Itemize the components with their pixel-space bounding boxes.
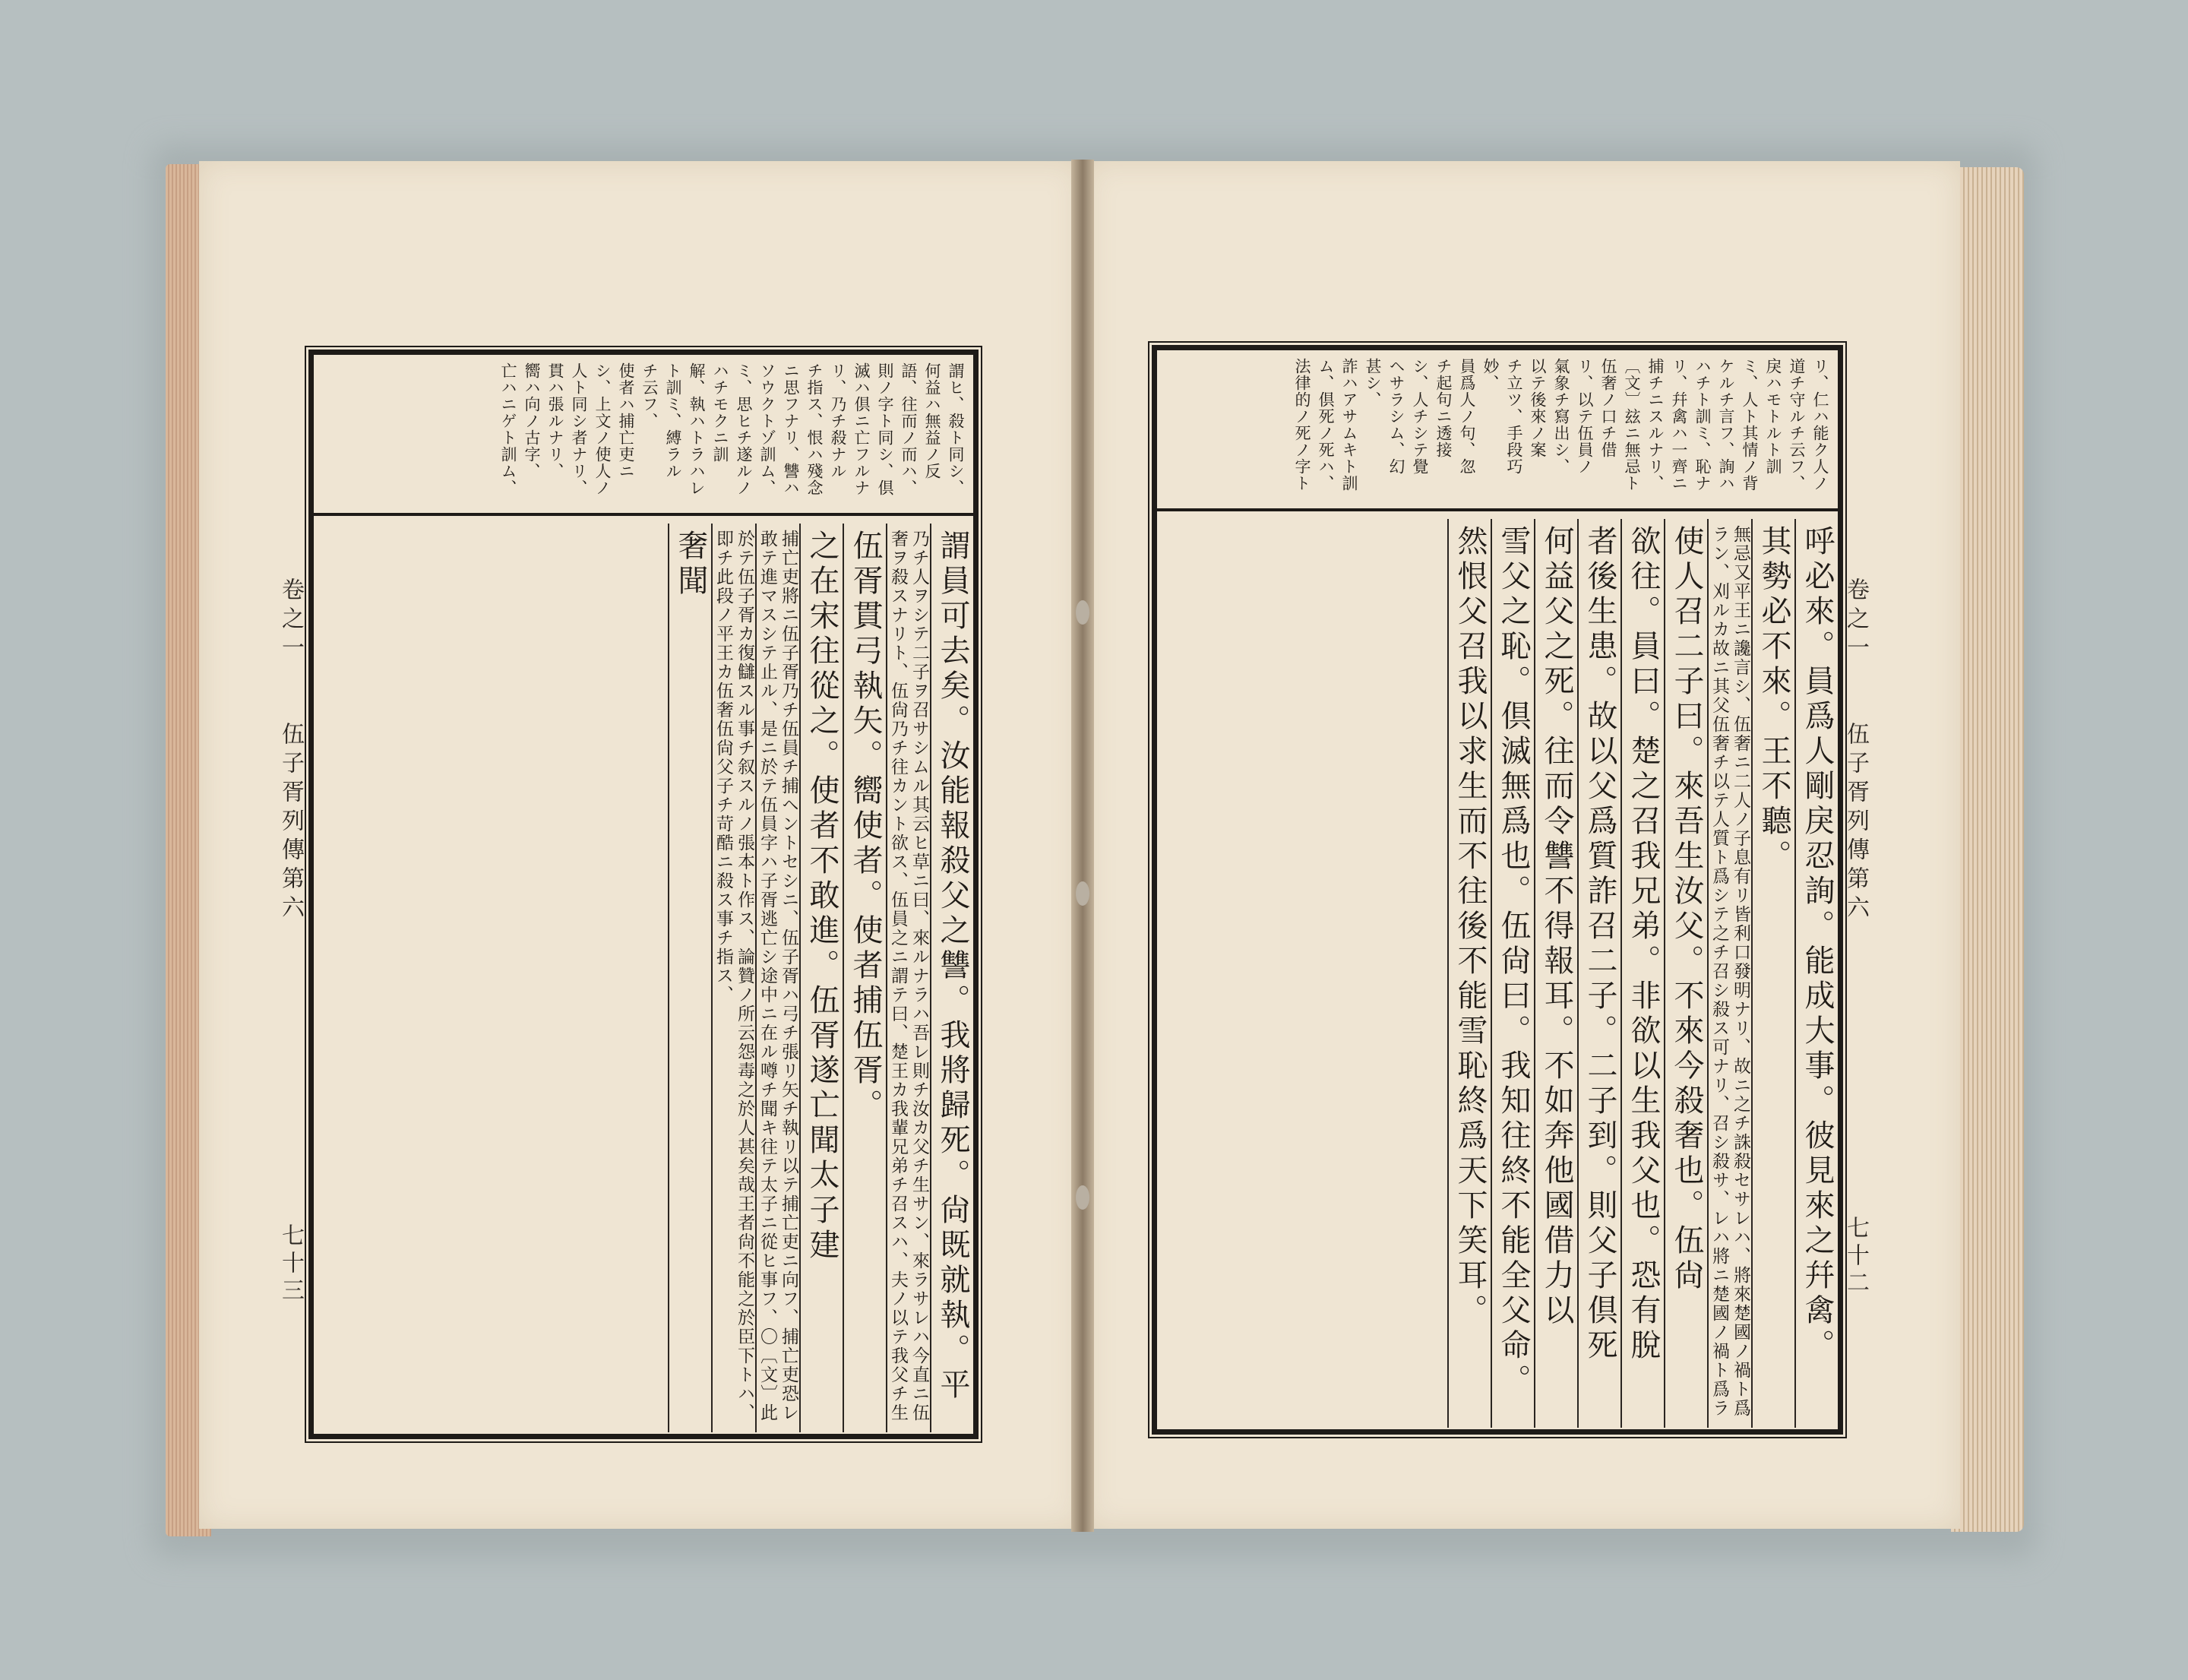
headnote-line: リ、乃チ殺ナル — [829, 362, 847, 479]
text-column: 欲往。員曰。楚之召我兄弟。非欲以生我父也。恐有脫 — [1620, 519, 1664, 1428]
headnote-line: チ云フ、 — [640, 362, 659, 429]
headnote-line: ソウクトゾ訓ム、 — [758, 362, 776, 496]
headnote-line: ミ、人ト其情ノ背 — [1741, 358, 1759, 492]
left-page-number: 七十三 — [277, 1223, 304, 1305]
text-column: 使人召二子曰。來吾生汝父。不來今殺奢也。伍尙 — [1664, 519, 1707, 1428]
right-headnotes — [1157, 350, 1838, 511]
headnote-line: 員爲人ノ句、忽 — [1458, 358, 1476, 475]
right-text-frame — [1152, 345, 1843, 1435]
headnote-line: ハチト訓ミ、恥ナ — [1693, 358, 1712, 492]
headnote-line: ト訓ミ、縛ラル — [664, 362, 682, 479]
headnote-line: 何益ハ無益ノ反 — [923, 362, 941, 479]
headnote-line: 道チ守ルチ云フ、 — [1788, 358, 1806, 492]
text-column: 其勢必不來。王不聽。 — [1751, 519, 1794, 1428]
headnote-line: 法律的ノ死ノ字ト — [1293, 358, 1311, 492]
left-body-text — [314, 519, 973, 1434]
headnote-line: ケルチ言フ、詢ハ — [1717, 358, 1735, 492]
headnote-line: 則ノ字ト同シ、倶 — [876, 362, 894, 496]
headnote-line: 嚮ハ向ノ古字、 — [523, 362, 541, 479]
binding-hole — [1076, 1185, 1089, 1210]
commentary-column: 捕亡吏將ニ伍子胥乃チ伍員チ捕ヘントセシニ、伍子胥ハ弓チ張リ矢チ執リ以テ捕亡吏ニ向フ、捕亡吏恐レ敢テ進マスシテ止ル、是ニ於テ伍員字ハ子胥逃亡シ途中ニ在ル噂チ聞キ往テ太子ニ從ヒ事フ、〇〔文〕此 — [755, 524, 799, 1432]
left-header-title: 伍子胥列傳第六 — [277, 722, 304, 924]
headnote-line: 以テ後來ノ案 — [1529, 358, 1547, 458]
headnote-line: チ指ス、恨ハ殘念 — [805, 362, 824, 496]
headnote-line: 戾ハモトルト訓 — [1764, 358, 1782, 475]
headnote-line: 使者ハ捕亡吏ニ — [617, 362, 635, 479]
headnote-line: ハチモクニ訓 — [711, 362, 729, 463]
text-column: 呼必來。員爲人剛戾忍詢。能成大事。彼見來之幷禽。 — [1794, 519, 1838, 1428]
headnote-line: 伍奢ノ口チ借 — [1599, 358, 1617, 458]
headnote-line: 甚シ、 — [1364, 358, 1382, 408]
headnote-line: リ、以テ伍員ノ — [1576, 358, 1594, 475]
right-body-text — [1157, 514, 1838, 1429]
headnote-line: 解、執ハトラハレ — [688, 362, 706, 496]
headnote-line: ヘサラシム、幻 — [1387, 358, 1405, 475]
right-header-volume: 卷之一 — [1842, 577, 1869, 664]
text-column: 然恨父召我以求生而不往後不能雪恥終爲天下笑耳。 — [1447, 519, 1491, 1428]
headnote-line: 滅ハ倶ニ亡フルナ — [852, 362, 871, 496]
headnote-line: 捕チニスルナリ、 — [1646, 358, 1665, 492]
text-column: 奢聞 — [668, 524, 711, 1432]
left-headnotes — [314, 355, 973, 516]
headnote-line: 〔文〕玆ニ無忌ト — [1623, 358, 1641, 492]
binding-hole — [1076, 600, 1089, 625]
right-header-title: 伍子胥列傳第六 — [1842, 722, 1869, 924]
headnote-line: ム、倶死ノ死ハ、 — [1317, 358, 1335, 492]
headnote-line: 詐ハアサムキト訓 — [1340, 358, 1358, 492]
text-column: 者後生患。故以父爲質詐召二子。二子到。則父子倶死 — [1577, 519, 1620, 1428]
text-column: 雪父之恥。倶滅無爲也。伍尙曰。我知往終不能全父命。 — [1491, 519, 1534, 1428]
headnote-line: 語、往而ノ而ハ、 — [900, 362, 918, 496]
right-page-number: 七十二 — [1842, 1216, 1869, 1298]
headnote-line: 妙、 — [1481, 358, 1500, 391]
headnote-line: 人ト同シ者ナリ、 — [570, 362, 588, 496]
binding-hole — [1076, 881, 1089, 906]
text-column: 之在宋往從之。使者不敢進。伍胥遂亡聞太子建 — [799, 524, 843, 1432]
headnote-line: リ、幷禽ハ一齊ニ — [1670, 358, 1688, 492]
headnote-line: ニ思フナリ、讐ハ — [782, 362, 800, 496]
headnote-line: 氣象チ寫出シ、 — [1552, 358, 1570, 475]
headnote-line: 謂ヒ、殺ト同シ、 — [947, 362, 965, 496]
headnote-line: 貫ハ張ルナリ、 — [546, 362, 564, 479]
headnote-line: 亡ハニゲト訓ム、 — [499, 362, 517, 496]
commentary-column: 乃チ人ヲシテ二子ヲ召サシムル其云ヒ草ニ曰、來ルナラハ吾レ則チ汝カ父チ生サン、來ラサレハ今直ニ伍奢ヲ殺スナリト、伍尙乃チ往カント欲ス、伍員之ニ謂テ曰、楚王カ我輩兄弟チ召スハ、夫ノ以テ我父チ生 — [886, 524, 930, 1432]
text-column: 謂員可去矣。汝能報殺父之讐。我將歸死。尙既就執。平 — [930, 524, 973, 1432]
headnote-line: シ、上文ノ使人ノ — [593, 362, 612, 496]
headnote-line: チ立ツ、手段巧 — [1505, 358, 1523, 475]
text-column: 伍胥貫弓執矢。嚮使者。使者捕伍胥。 — [843, 524, 886, 1432]
left-text-frame — [308, 350, 979, 1439]
commentary-column: 無忌又平王ニ讒言シ、伍奢ニ二人ノ子息有リ皆利口發明ナリ、故ニ之チ誅殺セサレハ、將來楚國ノ禍ト爲ラン、刈ルカ故ニ其父伍奢チ以テ人質ト爲シテ之チ召シ殺ス可ナリ、召シ殺サ、レハ將ニ楚國ノ禍ト爲ラ — [1707, 519, 1751, 1428]
headnote-line: リ、仁ハ能ク人ノ — [1811, 358, 1829, 492]
commentary-column: 於テ伍子胥カ復讎スル事チ叙スルノ張本ト作ス、論贊ノ所云怨毒之於人甚矣哉王者尙不能之於臣下トハ、即チ此段ノ平王カ伍奢伍尙父子チ苛酷ニ殺ス事チ指ス、 — [711, 524, 755, 1432]
book-gutter — [1071, 160, 1094, 1532]
left-header-volume: 卷之一 — [277, 577, 304, 664]
headnote-line: シ、人チシテ覺 — [1411, 358, 1429, 475]
headnote-line: チ起句ニ透接 — [1434, 358, 1453, 458]
text-column: 何益父之死。往而令讐不得報耳。不如奔他國借力以 — [1534, 519, 1577, 1428]
headnote-line: ミ、思ヒチ遂ルノ — [735, 362, 753, 496]
right-page-edges — [1951, 167, 2024, 1532]
